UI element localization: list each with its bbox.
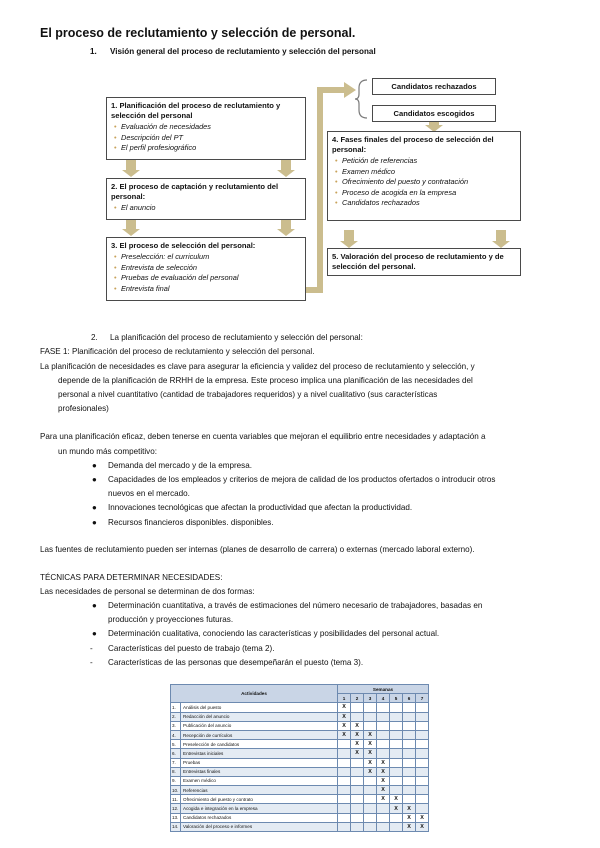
row-number: 12. (171, 804, 181, 813)
diagram-box-evaluation (327, 248, 521, 276)
table-row (171, 776, 429, 785)
list-item: ● Demanda del mercado y de la empresa. (108, 459, 252, 473)
activity-cell: Análisis del puesto (181, 703, 338, 712)
week-cell (403, 767, 416, 776)
week-cell (416, 786, 429, 795)
week-cell (416, 703, 429, 712)
row-number: 4. (171, 730, 181, 739)
week-cell (377, 749, 390, 758)
dash-item: - Características del puesto de trabajo (tema 2). (108, 642, 274, 656)
week-cell (390, 813, 403, 822)
box-planning-list (107, 122, 305, 154)
week-cell (338, 795, 351, 804)
list-item: ● Recursos financieros disponibles. disponibles. (108, 516, 274, 530)
week-cell: X (377, 758, 390, 767)
diagram-list-item: • Entrevista final (121, 284, 305, 295)
week-cell: X (416, 813, 429, 822)
week-cell (338, 767, 351, 776)
week-cell (377, 740, 390, 749)
list-item: ● Innovaciones tecnológicas que afectan la productividad que afectan la productividad. (108, 501, 412, 515)
week-cell (390, 776, 403, 785)
diagram-list-item: • Pruebas de evaluación del personal (121, 273, 305, 284)
week-cell (351, 822, 364, 831)
week-cell (377, 813, 390, 822)
page-title: El proceso de reclutamiento y selección de personal. (40, 26, 356, 40)
week-cell (351, 776, 364, 785)
box-final-list (328, 156, 520, 209)
week-cell (416, 740, 429, 749)
week-cell (416, 767, 429, 776)
activity-cell: Examen médico (181, 776, 338, 785)
week-cell: X (364, 758, 377, 767)
bullet-icon: ● (92, 518, 97, 527)
week-cell: X (338, 730, 351, 739)
week-cell (390, 703, 403, 712)
diagram-list-item: • El anuncio (121, 203, 305, 214)
arrow-down-icon (496, 230, 506, 248)
week-cell (403, 786, 416, 795)
week-cell (338, 758, 351, 767)
diagram-list-item: • Petición de referencias (342, 156, 520, 167)
week-cell (390, 712, 403, 721)
row-number: 1. (171, 703, 181, 712)
week-cell: X (364, 740, 377, 749)
week-cell: X (351, 740, 364, 749)
table-row (171, 721, 429, 730)
week-cell (416, 749, 429, 758)
section1-number: 1. (90, 47, 97, 56)
week-cell (416, 730, 429, 739)
table-row (171, 786, 429, 795)
activity-cell: Valoración del proceso e informes (181, 822, 338, 831)
activity-cell: Acogida e integración en la empresa (181, 804, 338, 813)
bullet-icon: ● (92, 475, 97, 484)
week-cell (351, 712, 364, 721)
activity-cell: Candidatos rechazados (181, 813, 338, 822)
diagram-list-item: • Examen médico (342, 167, 520, 178)
row-number: 5. (171, 740, 181, 749)
paragraph-line: Para una planificación eficaz, deben tenerse en cuenta variables que mejoran el equilibrio entre necesidades y adaptación a (40, 432, 486, 441)
week-cell: X (338, 712, 351, 721)
section1-heading: Visión general del proceso de reclutamiento y selección del personal (110, 47, 376, 56)
paragraph-line: La planificación de necesidades es clave para asegurar la eficiencia y validez del proceso de reclutamiento y selección, y (40, 362, 475, 371)
week-cell (390, 749, 403, 758)
week-cell (403, 795, 416, 804)
week-cell: X (377, 795, 390, 804)
box-selection-list (107, 252, 305, 294)
diagram-box-recruitment (106, 178, 306, 220)
row-number: 9. (171, 776, 181, 785)
week-cell (377, 712, 390, 721)
box-recruitment-list (107, 203, 305, 214)
week-cell (338, 740, 351, 749)
activity-cell: Referencias (181, 786, 338, 795)
week-cell (338, 804, 351, 813)
diagram-list-item: • Candidatos rechazados (342, 198, 520, 209)
list-item: ● Determinación cualitativa, conociendo las características y posibilidades del personal actual. (108, 627, 439, 641)
activity-cell: Entrevistas iniciales (181, 749, 338, 758)
week-cell (403, 730, 416, 739)
week-cell (403, 740, 416, 749)
table-row (171, 804, 429, 813)
week-cell (416, 721, 429, 730)
week-cell (403, 712, 416, 721)
section2-number: 2. (91, 333, 98, 342)
diagram-list-item: • Preselección: el curriculum (121, 252, 305, 263)
diagram-list-item: • Evaluación de necesidades (121, 122, 305, 133)
diagram-list-item: • Descripción del PT (121, 133, 305, 144)
week-cell (416, 776, 429, 785)
table-row (171, 758, 429, 767)
week-cell (377, 703, 390, 712)
week-cell: X (338, 703, 351, 712)
week-cell (364, 712, 377, 721)
week-cell: X (377, 776, 390, 785)
list-item-continuation: nuevos en el mercado. (108, 489, 190, 498)
list-item: ● Determinación cuantitativa, a través de estimaciones del número necesario de trabajadores, basadas en (108, 599, 482, 613)
box-planning-title: 1. Planificación del proceso de reclutamiento y selección del personal (111, 101, 281, 120)
week-cell: X (351, 730, 364, 739)
week-cell: X (351, 749, 364, 758)
diagram-box-rejected (372, 78, 496, 95)
week-cell: X (390, 804, 403, 813)
bullet-icon: ● (92, 629, 97, 638)
week-cell: X (390, 795, 403, 804)
week-cell (364, 786, 377, 795)
box-selection-title: 3. El proceso de selección del personal: (111, 241, 256, 250)
diagram-box-selection (106, 237, 306, 301)
week-header-cell: 4 (377, 694, 390, 703)
week-header-cell: 7 (416, 694, 429, 703)
table-row (171, 712, 429, 721)
activity-cell: Publicación del anuncio (181, 721, 338, 730)
week-cell: X (351, 721, 364, 730)
diagram-box-final-phases (327, 131, 521, 221)
week-header-cell: 5 (390, 694, 403, 703)
list-item: ● Capacidades de los empleados y criterios de mejora de calidad de los productos ofertados o introducir otros (108, 473, 495, 487)
week-cell (338, 786, 351, 795)
week-cell (338, 813, 351, 822)
week-cell (416, 712, 429, 721)
table-row (171, 703, 429, 712)
week-cell (403, 776, 416, 785)
sources-paragraph: Las fuentes de reclutamiento pueden ser internas (planes de desarrollo de carrera) o externas (mercado laboral externo). (40, 545, 475, 554)
week-cell (403, 703, 416, 712)
phase-heading: FASE 1: Planificación del proceso de reclutamiento y selección del personal. (40, 347, 315, 356)
week-cell (351, 758, 364, 767)
arrow-down-icon (281, 160, 291, 177)
schedule-table (170, 684, 429, 832)
header-weeks: Semanas (338, 685, 429, 694)
week-cell: X (377, 786, 390, 795)
week-cell (351, 767, 364, 776)
week-cell (351, 795, 364, 804)
rejected-label: Candidatos rechazados (391, 82, 477, 91)
row-number: 8. (171, 767, 181, 776)
week-cell: X (364, 749, 377, 758)
paragraph-line: profesionales) (58, 404, 109, 413)
week-header-cell: 2 (351, 694, 364, 703)
arrow-down-icon (126, 220, 136, 236)
week-cell (390, 740, 403, 749)
arrow-down-icon (281, 220, 291, 236)
week-cell (351, 804, 364, 813)
row-number: 7. (171, 758, 181, 767)
week-cell (364, 813, 377, 822)
activity-cell: Entrevistas finales (181, 767, 338, 776)
diagram-list-item: • El perfil profesiográfico (121, 143, 305, 154)
week-cell (390, 822, 403, 831)
week-cell (403, 749, 416, 758)
week-cell (338, 749, 351, 758)
table-row (171, 822, 429, 831)
week-cell: X (403, 813, 416, 822)
week-cell (338, 776, 351, 785)
week-cell: X (364, 730, 377, 739)
table-row (171, 740, 429, 749)
week-cell: X (416, 822, 429, 831)
week-cell: X (403, 822, 416, 831)
arrow-down-icon (344, 230, 354, 248)
header-activities: Actividades (171, 685, 338, 703)
week-cell (364, 804, 377, 813)
week-cell (390, 786, 403, 795)
chosen-label: Candidatos escogidos (393, 109, 475, 118)
row-number: 2. (171, 712, 181, 721)
week-cell (338, 822, 351, 831)
diagram-box-chosen (372, 105, 496, 122)
activity-cell: Ofrecimiento del puesto y contrato (181, 795, 338, 804)
arrow-down-icon (126, 160, 136, 177)
week-cell (364, 703, 377, 712)
week-cell (377, 822, 390, 831)
box-evaluation-title: 5. Valoración del proceso de reclutamiento y de selección del personal. (332, 252, 504, 271)
week-cell (390, 721, 403, 730)
week-header-cell: 3 (364, 694, 377, 703)
bullet-icon: ● (92, 601, 97, 610)
paragraph-line: un mundo más competitivo: (58, 447, 157, 456)
diagram-list-item: • Entrevista de selección (121, 263, 305, 274)
paragraph-line: depende de la planificación de RRHH de la empresa. Este proceso implica una planificación de las necesidades del (58, 376, 473, 385)
week-cell (377, 730, 390, 739)
table-row (171, 813, 429, 822)
week-cell (351, 813, 364, 822)
diagram-box-planning (106, 97, 306, 160)
dash-icon: - (90, 658, 93, 667)
activity-cell: Pruebas (181, 758, 338, 767)
box-final-title: 4. Fases finales del proceso de selección del personal: (332, 135, 494, 154)
week-cell: X (338, 721, 351, 730)
schedule-body (171, 703, 429, 832)
row-number: 11. (171, 795, 181, 804)
week-cell (416, 758, 429, 767)
row-number: 6. (171, 749, 181, 758)
table-row (171, 749, 429, 758)
row-number: 3. (171, 721, 181, 730)
week-cell (377, 721, 390, 730)
week-cell (364, 795, 377, 804)
week-cell: X (403, 804, 416, 813)
dash-icon: - (90, 644, 93, 653)
paragraph-line: personal a nivel cuantitativo (cantidad de trabajadores requeridos) y a nivel cualitativo (sus características (58, 390, 438, 399)
week-header-cell: 1 (338, 694, 351, 703)
week-cell (416, 795, 429, 804)
activity-cell: Preselección de candidatos (181, 740, 338, 749)
activity-cell: Recepción de currículos (181, 730, 338, 739)
table-row (171, 730, 429, 739)
week-header-cell: 6 (403, 694, 416, 703)
section2-heading: La planificación del proceso de reclutamiento y selección del personal: (110, 333, 363, 342)
week-cell: X (364, 767, 377, 776)
week-cell: X (377, 767, 390, 776)
list-item-continuation: producción y proyecciones futuras. (108, 615, 234, 624)
week-cell (390, 758, 403, 767)
row-number: 13. (171, 813, 181, 822)
techniques-heading: TÉCNICAS PARA DETERMINAR NECESIDADES: (40, 573, 223, 582)
week-cell (416, 804, 429, 813)
bracket-icon (355, 78, 369, 120)
table-row (171, 767, 429, 776)
box-recruitment-title: 2. El proceso de captación y reclutamiento del personal: (111, 182, 279, 201)
bullet-icon: ● (92, 461, 97, 470)
week-cell (364, 721, 377, 730)
week-cell (403, 758, 416, 767)
row-number: 14. (171, 822, 181, 831)
week-cell (390, 767, 403, 776)
week-cell (351, 786, 364, 795)
week-cell (390, 730, 403, 739)
techniques-intro: Las necesidades de personal se determinan de dos formas: (40, 587, 255, 596)
row-number: 10. (171, 786, 181, 795)
diagram-list-item: • Proceso de acogida en la empresa (342, 188, 520, 199)
week-cell (364, 776, 377, 785)
activity-cell: Redacción del anuncio (181, 712, 338, 721)
diagram-list-item: • Ofrecimiento del puesto y contratación (342, 177, 520, 188)
week-cell (403, 721, 416, 730)
bullet-icon: ● (92, 503, 97, 512)
table-row (171, 795, 429, 804)
week-cell (351, 703, 364, 712)
week-cell (377, 804, 390, 813)
week-cell (364, 822, 377, 831)
dash-item: - Características de las personas que desempeñarán el puesto (tema 3). (108, 656, 363, 670)
